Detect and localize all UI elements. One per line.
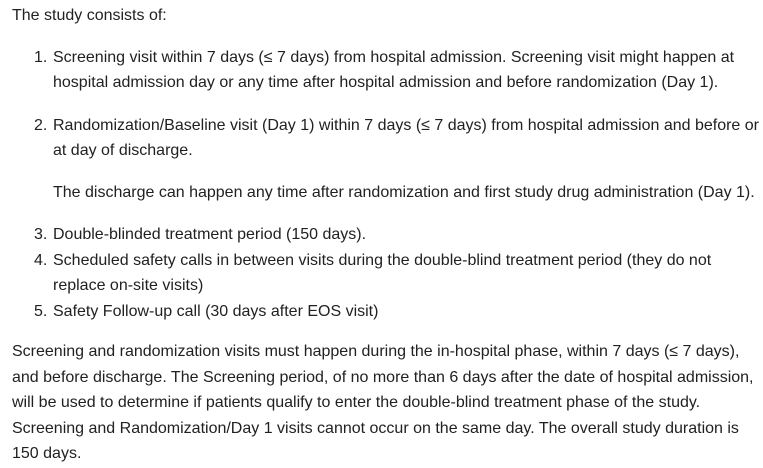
list-item (12, 222, 763, 248)
list-item-text: Screening visit within 7 days (≤ 7 days) from hospital admission. Screening visit might happen at hospital admission day or any time after hospital admission and before randomization (Day 1). (53, 48, 735, 91)
list-item-text: Scheduled safety calls in between visits during the double-blind treatment period (they do not replace on-site visits) (53, 251, 712, 294)
list-item-text: Double-blinded treatment period (150 days). (53, 226, 367, 243)
list-item-number: 4. (34, 251, 48, 269)
list-item (12, 113, 763, 206)
list-item-text: Randomization/Baseline visit (Day 1) within 7 days (≤ 7 days) from hospital admission and before or at day of discharge. (53, 116, 759, 159)
list-item (12, 248, 763, 299)
list-item-note: The discharge can happen any time after randomization and first study drug administration (Day 1). (53, 183, 755, 201)
list-item-number: 1. (34, 48, 48, 66)
list-item-text: Safety Follow-up call (30 days after EOS visit) (53, 302, 379, 320)
list-item (12, 299, 763, 325)
list-item (12, 45, 763, 96)
list-item-number: 2. (34, 116, 48, 134)
closing-paragraph: Screening and randomization visits must happen during the in-hospital phase, within 7 days (≤ 7 days), and before discharge. The Screening period, of no more than 6 days after the date of hospital admission, will be used to determine if patients qualify to enter the double-blind treatment phase of the study. Screening and Randomization/Day 1 visits cannot occur on the same day. The overall study duration is 150 days. (12, 343, 754, 462)
list-item-number: 3. (34, 226, 48, 243)
intro-text: The study consists of: (12, 7, 167, 24)
study-steps-list (12, 45, 763, 325)
list-item-number: 5. (34, 302, 48, 320)
